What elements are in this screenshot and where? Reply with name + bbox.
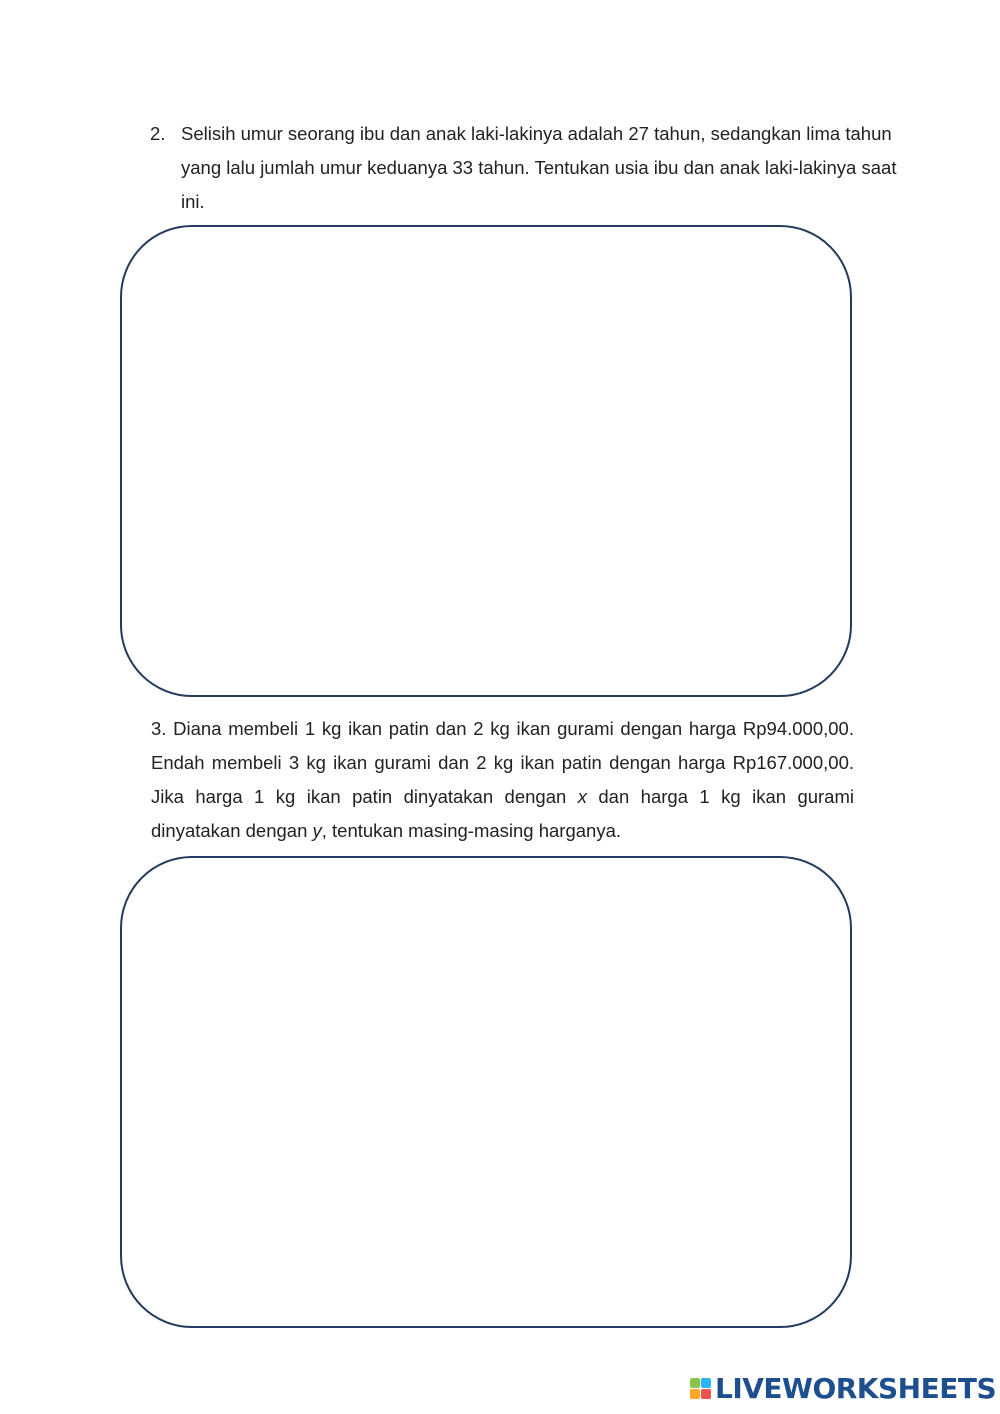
answer-box-question-2[interactable] [120,225,852,697]
logo-tile-i [701,1378,711,1388]
liveworksheets-logo-icon [690,1378,711,1399]
variable-x: x [577,786,587,807]
question-2-text: Selisih umur seorang ibu dan anak laki-lakinya adalah 27 tahun, sedangkan lima tahun yang lalu jumlah umur keduanya 33 tahun. Tentukan usia ibu dan anak laki-lakinya saat ini. [181,123,897,212]
question-2 [150,117,915,219]
logo-tile-l [690,1378,700,1388]
answer-box-question-3[interactable] [120,856,852,1328]
question-3-text-part2: dan harga 1 kg ikan gurami dinyatakan dengan [151,786,854,841]
liveworksheets-logo-text: LIVEWORKSHEETS [715,1372,997,1405]
variable-y: y [312,820,322,841]
liveworksheets-logo [690,1372,996,1405]
logo-tile-v [690,1389,700,1399]
question-2-number: 2. [150,123,166,144]
question-3-text-part3: , tentukan masing-masing harganya. [321,820,622,841]
logo-tile-e [701,1389,711,1399]
question-3 [151,712,854,848]
question-3-text-part1: 3. Diana membeli 1 kg ikan patin dan 2 kg ikan gurami dengan harga Rp94.000,00. Endah membeli 3 kg ikan gurami dan 2 kg ikan patin dengan harga Rp167.000,00. Jika harga 1 kg ikan patin dinyatakan dengan [151,718,854,807]
